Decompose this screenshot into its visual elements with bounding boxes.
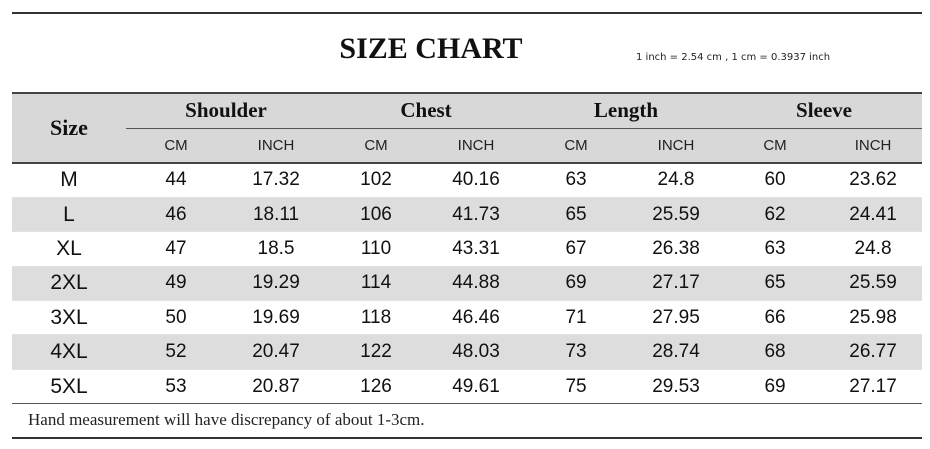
table-row <box>12 163 922 197</box>
table-cell: 69 <box>526 266 626 300</box>
table-cell: 66 <box>726 301 824 335</box>
table-cell: 26.77 <box>824 335 922 369</box>
table-cell: 25.59 <box>626 197 726 231</box>
table-cell: 19.69 <box>226 301 326 335</box>
unit-header: CM <box>126 128 226 163</box>
table-row <box>12 232 922 266</box>
size-cell: 2XL <box>12 266 126 300</box>
table-row <box>12 301 922 335</box>
group-header-length: Length <box>526 93 726 128</box>
group-header-chest: Chest <box>326 93 526 128</box>
table-cell: 49.61 <box>426 369 526 403</box>
conversion-note: 1 inch = 2.54 cm , 1 cm = 0.3937 inch <box>636 52 831 63</box>
table-cell: 47 <box>126 232 226 266</box>
table-row <box>12 197 922 231</box>
table-cell: 20.87 <box>226 369 326 403</box>
size-cell: M <box>12 163 126 197</box>
size-cell: 4XL <box>12 335 126 369</box>
table-cell: 24.8 <box>824 232 922 266</box>
table-cell: 46.46 <box>426 301 526 335</box>
table-cell: 28.74 <box>626 335 726 369</box>
group-header-shoulder: Shoulder <box>126 93 326 128</box>
table-cell: 29.53 <box>626 369 726 403</box>
table-cell: 49 <box>126 266 226 300</box>
table-cell: 25.98 <box>824 301 922 335</box>
table-cell: 25.59 <box>824 266 922 300</box>
bottom-rule <box>12 437 922 439</box>
table-cell: 18.11 <box>226 197 326 231</box>
unit-header: CM <box>726 128 824 163</box>
size-cell: L <box>12 197 126 231</box>
table-cell: 44.88 <box>426 266 526 300</box>
top-rule <box>12 12 922 14</box>
table-cell: 23.62 <box>824 163 922 197</box>
table-cell: 62 <box>726 197 824 231</box>
header-row-groups <box>12 93 922 128</box>
table-cell: 24.41 <box>824 197 922 231</box>
table-cell: 126 <box>326 369 426 403</box>
table-cell: 118 <box>326 301 426 335</box>
size-cell: XL <box>12 232 126 266</box>
table-cell: 27.95 <box>626 301 726 335</box>
table-cell: 17.32 <box>226 163 326 197</box>
table-cell: 19.29 <box>226 266 326 300</box>
table-cell: 41.73 <box>426 197 526 231</box>
unit-header: INCH <box>226 128 326 163</box>
table-cell: 52 <box>126 335 226 369</box>
unit-header: CM <box>526 128 626 163</box>
header-row-units <box>12 128 922 163</box>
size-cell: 5XL <box>12 369 126 403</box>
unit-header: INCH <box>626 128 726 163</box>
table-cell: 27.17 <box>626 266 726 300</box>
unit-header: INCH <box>426 128 526 163</box>
table-cell: 27.17 <box>824 369 922 403</box>
table-cell: 65 <box>526 197 626 231</box>
unit-header: CM <box>326 128 426 163</box>
table-cell: 114 <box>326 266 426 300</box>
table-cell: 43.31 <box>426 232 526 266</box>
table-cell: 20.47 <box>226 335 326 369</box>
size-cell: 3XL <box>12 301 126 335</box>
table-cell: 26.38 <box>626 232 726 266</box>
table-cell: 60 <box>726 163 824 197</box>
table-cell: 63 <box>726 232 824 266</box>
table-cell: 102 <box>326 163 426 197</box>
table-cell: 65 <box>726 266 824 300</box>
table-cell: 48.03 <box>426 335 526 369</box>
table-row <box>12 369 922 403</box>
measurement-note: Hand measurement will have discrepancy of about 1-3cm. <box>28 410 425 429</box>
table-cell: 44 <box>126 163 226 197</box>
unit-header: INCH <box>824 128 922 163</box>
table-cell: 122 <box>326 335 426 369</box>
table-cell: 46 <box>126 197 226 231</box>
group-header-sleeve: Sleeve <box>726 93 922 128</box>
table-cell: 67 <box>526 232 626 266</box>
table-cell: 18.5 <box>226 232 326 266</box>
table-row <box>12 266 922 300</box>
table-cell: 75 <box>526 369 626 403</box>
table-cell: 53 <box>126 369 226 403</box>
table-cell: 63 <box>526 163 626 197</box>
size-column-header: Size <box>12 93 126 163</box>
page-title: SIZE CHART <box>339 32 523 65</box>
size-chart-table <box>12 92 922 404</box>
table-cell: 68 <box>726 335 824 369</box>
table-cell: 106 <box>326 197 426 231</box>
table-row <box>12 335 922 369</box>
table-cell: 40.16 <box>426 163 526 197</box>
table-cell: 50 <box>126 301 226 335</box>
table-cell: 73 <box>526 335 626 369</box>
table-cell: 24.8 <box>626 163 726 197</box>
table-cell: 110 <box>326 232 426 266</box>
table-cell: 71 <box>526 301 626 335</box>
table-cell: 69 <box>726 369 824 403</box>
